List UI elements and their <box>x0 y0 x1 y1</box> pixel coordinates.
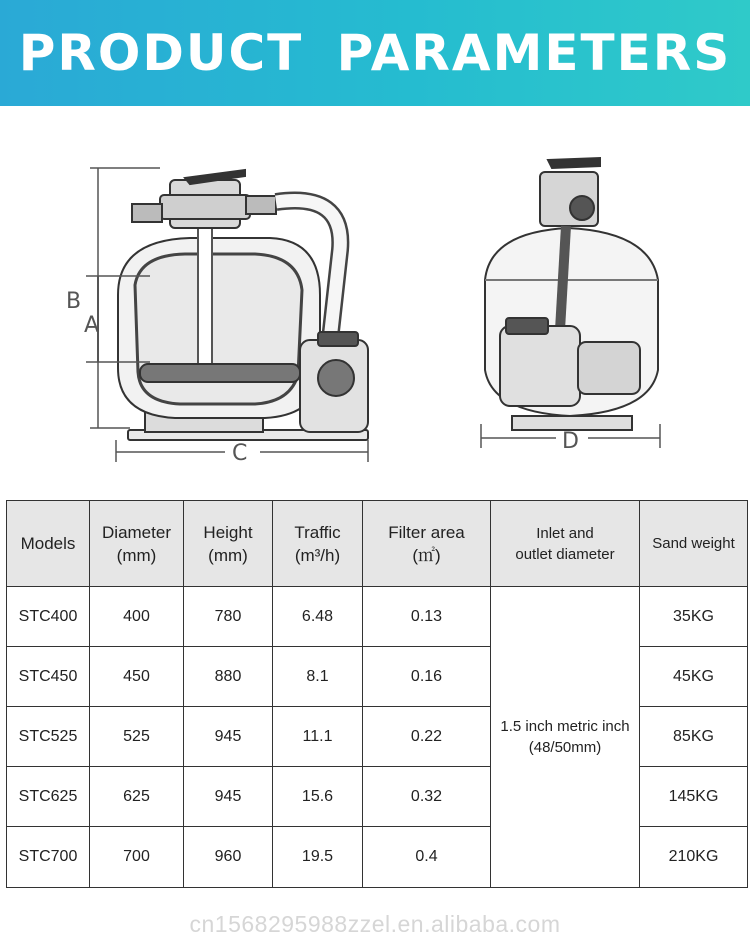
header-diameter-label: Diameter <box>102 522 171 542</box>
cell-traffic: 8.1 <box>273 647 363 707</box>
cell-sand-weight: 145KG <box>640 767 748 827</box>
header-filter-area <box>363 501 491 587</box>
header-inlet-label: Inlet and <box>536 524 594 542</box>
cell-height: 880 <box>184 647 273 707</box>
cell-diameter: 450 <box>90 647 184 707</box>
cell-filter-area: 0.13 <box>363 587 491 647</box>
table-header-row <box>7 501 748 587</box>
header-models: Models <box>7 501 90 587</box>
inlet-value-line-2: (48/50mm) <box>528 739 602 756</box>
header-traffic <box>273 501 363 587</box>
header-inlet-label-2: outlet diameter <box>515 545 615 563</box>
cell-sand-weight: 210KG <box>640 827 748 888</box>
filter-diagram <box>0 140 750 470</box>
cell-diameter: 400 <box>90 587 184 647</box>
table-row <box>7 587 748 647</box>
cell-height: 780 <box>184 587 273 647</box>
front-view-illustration <box>485 158 658 430</box>
cell-filter-area: 0.16 <box>363 647 491 707</box>
header-traffic-label: Traffic <box>294 522 341 542</box>
header-height-unit: (mm) <box>208 545 248 565</box>
cell-model: STC625 <box>7 767 90 827</box>
cell-traffic: 15.6 <box>273 767 363 827</box>
cell-height: 945 <box>184 767 273 827</box>
header-diameter-unit: (mm) <box>116 545 157 565</box>
header-height <box>184 501 273 587</box>
cell-diameter: 625 <box>90 767 184 827</box>
cell-model: STC700 <box>7 827 90 888</box>
header-traffic-unit: (m³/h) <box>294 545 341 565</box>
header-diameter <box>90 501 184 587</box>
page-title: PRODUCT PARAMETERS <box>18 24 732 82</box>
cell-height: 945 <box>184 707 273 767</box>
cell-model: STC450 <box>7 647 90 707</box>
watermark: cn1568295988zzel.en.alibaba.com <box>189 911 561 937</box>
cell-inlet-outlet <box>491 587 640 888</box>
header-banner <box>0 0 750 106</box>
inlet-value-line-1: 1.5 inch metric inch <box>500 718 630 735</box>
dimension-label-c: C <box>232 441 248 466</box>
dimension-label-a: A <box>84 313 100 338</box>
cell-filter-area: 0.22 <box>363 707 491 767</box>
cell-diameter: 700 <box>90 827 184 888</box>
header-filter-area-unit: (㎡) <box>412 545 441 565</box>
cell-traffic: 6.48 <box>273 587 363 647</box>
dimension-label-d: D <box>562 429 579 454</box>
cell-sand-weight: 35KG <box>640 587 748 647</box>
cell-model: STC400 <box>7 587 90 647</box>
side-view-illustration <box>118 170 368 440</box>
cell-filter-area: 0.4 <box>363 827 491 888</box>
header-filter-area-label: Filter area <box>388 522 465 542</box>
cell-sand-weight: 85KG <box>640 707 748 767</box>
cell-traffic: 19.5 <box>273 827 363 888</box>
cell-filter-area: 0.32 <box>363 767 491 827</box>
cell-diameter: 525 <box>90 707 184 767</box>
header-sand-weight: Sand weight <box>640 501 748 587</box>
cell-model: STC525 <box>7 707 90 767</box>
cell-height: 960 <box>184 827 273 888</box>
dimension-label-b: B <box>66 289 82 314</box>
cell-traffic: 11.1 <box>273 707 363 767</box>
header-height-label: Height <box>203 522 253 542</box>
header-inlet-outlet <box>491 501 640 587</box>
cell-sand-weight: 45KG <box>640 647 748 707</box>
parameters-table <box>6 500 748 888</box>
